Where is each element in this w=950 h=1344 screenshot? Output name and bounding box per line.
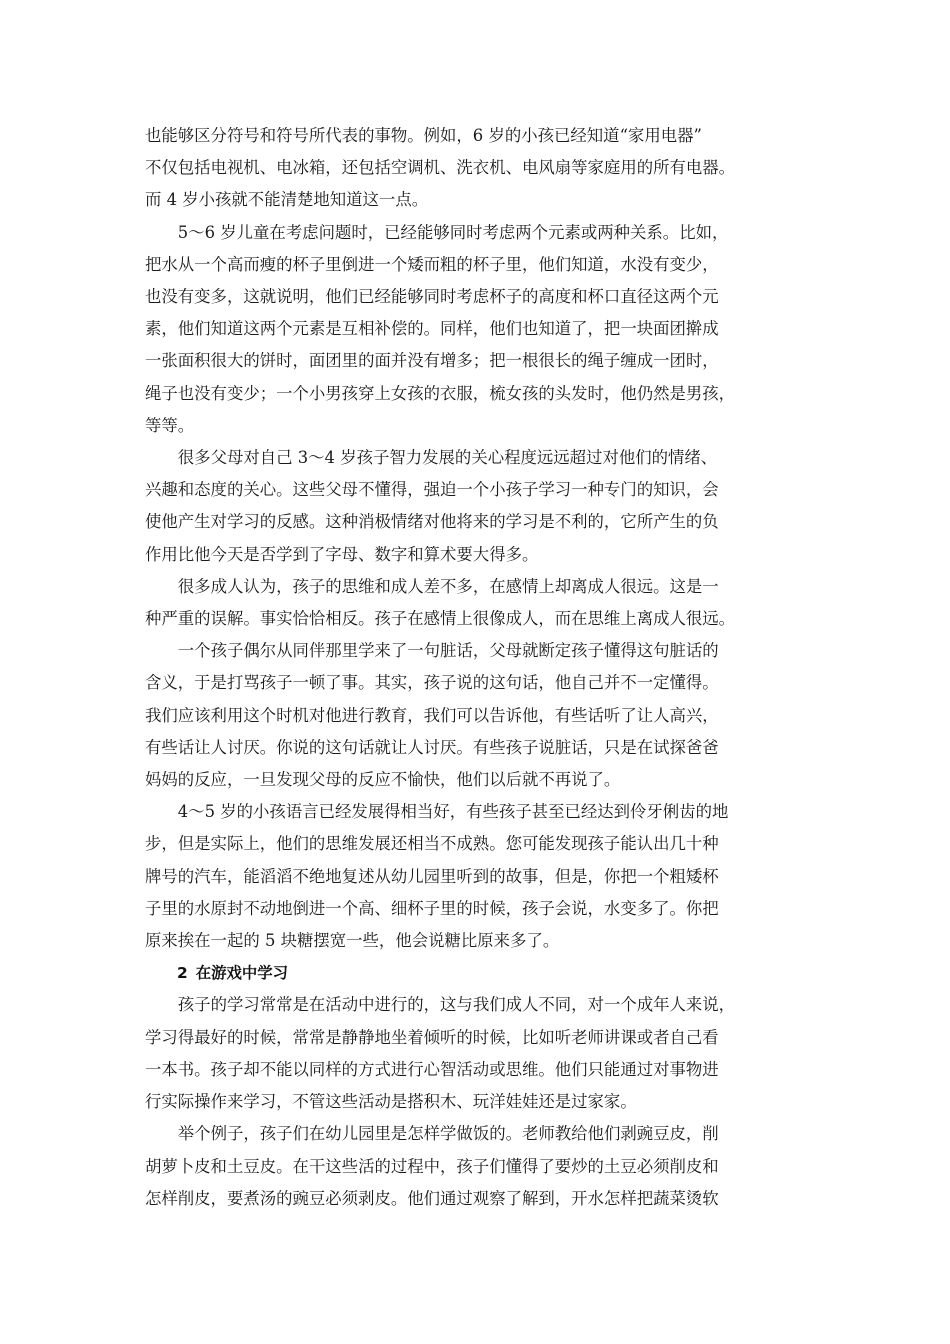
paragraph-parents-concern: 很多父母对自己 3～4 岁孩子智力发展的关心程度远远超过对他们的情绪、 兴趣和态度的关心。这些父母不懂得，强迫一个小孩子学习一种专门的知识，会 使他产生对学习的反感。这种消极情绪对他将来的学习是不利的，它所产生的负 作用比他今天是否学到了字母、数字和算术要大得多。 xyxy=(145,448,719,564)
paragraph-learning-activity: 孩子的学习常常是在活动中进行的，这与我们成人不同，对一个成年人来说， 学习得最好的时候，常常是静静地坐着倾听的时候，比如听老师讲课或者自己看 一本书。孩子却不能以同样的方式进行心智活动或思维。他们只能通过对事物进 行实际操作来学习，不管这些活动是搭积木、玩洋娃娃还是过家家。 xyxy=(145,995,736,1112)
paragraph-language-development: 4～5 岁的小孩语言已经发展得相当好，有些孩子甚至已经达到伶牙俐齿的地 步，但是实际上，他们的思维发展还相当不成熟。您可能发现孩子能认出几十种 牌号的汽车，能滔滔不绝地复述从幼儿园里听到的故事，但是，你把一个粗矮杯 子里的水原封不动地倒进一个高、细杯子里的时候，孩子会说，水变多了。你把 原来挨在一起的 5 块糖摆宽一些，他会说糖比原来多了。 xyxy=(145,802,729,951)
paragraph-cooking-example: 举个例子，孩子们在幼儿园里是怎样学做饭的。老师教给他们剥豌豆皮，削 胡萝卜皮和土豆皮。在干这些活的过程中，孩子们懂得了要炒的土豆必须削皮和 怎样削皮，要煮汤的豌豆必须剥皮。他们通过观察了解到，开水怎样把蔬菜烫软 xyxy=(145,1124,719,1208)
paragraph-misconception: 很多成人认为，孩子的思维和成人差不多，在感情上却离成人很远。这是一 种严重的误解。事实恰恰相反。孩子在感情上很像成人，而在思维上离成人很远。 xyxy=(145,576,736,629)
paragraph-two-elements: 5～6 岁儿童在考虑问题时，已经能够同时考虑两个元素或两种关系。比如， 把水从一个高而瘦的杯子里倒进一个矮而粗的杯子里，他们知道，水没有变少， 也没有变多，这就说明，他们已经能够同时考虑杯子的高度和杯口直径这两个元 素，他们知道这两个元素是互相补偿的。同样，他们也知道了，把一块面团擀成 一张面积很大的饼时，面团里的面并没有增多；把一根很长的绳子缠成一团时， 绳子也没有变少；一个小男孩穿上女孩的衣服，梳女孩的头发时，他仍然是男孩， 等等。 xyxy=(145,222,736,435)
document-body xyxy=(145,120,810,1215)
section-title: 在游戏中学习 xyxy=(195,964,289,983)
section-heading xyxy=(145,957,810,989)
paragraph-bad-words: 一个孩子偶尔从同伴那里学来了一句脏话，父母就断定孩子懂得这句脏话的 含义，于是打骂孩子一顿了事。其实，孩子说的这句话，他自己并不一定懂得。 我们应该利用这个时机对他进行教育，我们可以告诉他，有些话听了让人高兴， 有些话让人讨厌。你说的这句话就让人讨厌。有些孩子说脏话，只是在试探爸爸 妈妈的反应，一旦发现父母的反应不愉快，他们以后就不再说了。 xyxy=(145,641,719,790)
section-number: 2 xyxy=(177,964,188,983)
paragraph-symbols: 也能够区分符号和符号所代表的事物。例如，6 岁的小孩已经知道“家用电器” 不仅包括电视机、电冰箱，还包括空调机、洗衣机、电风扇等家庭用的所有电器。 而 4 岁小孩就不能清楚地知道这一点。 xyxy=(145,126,736,210)
